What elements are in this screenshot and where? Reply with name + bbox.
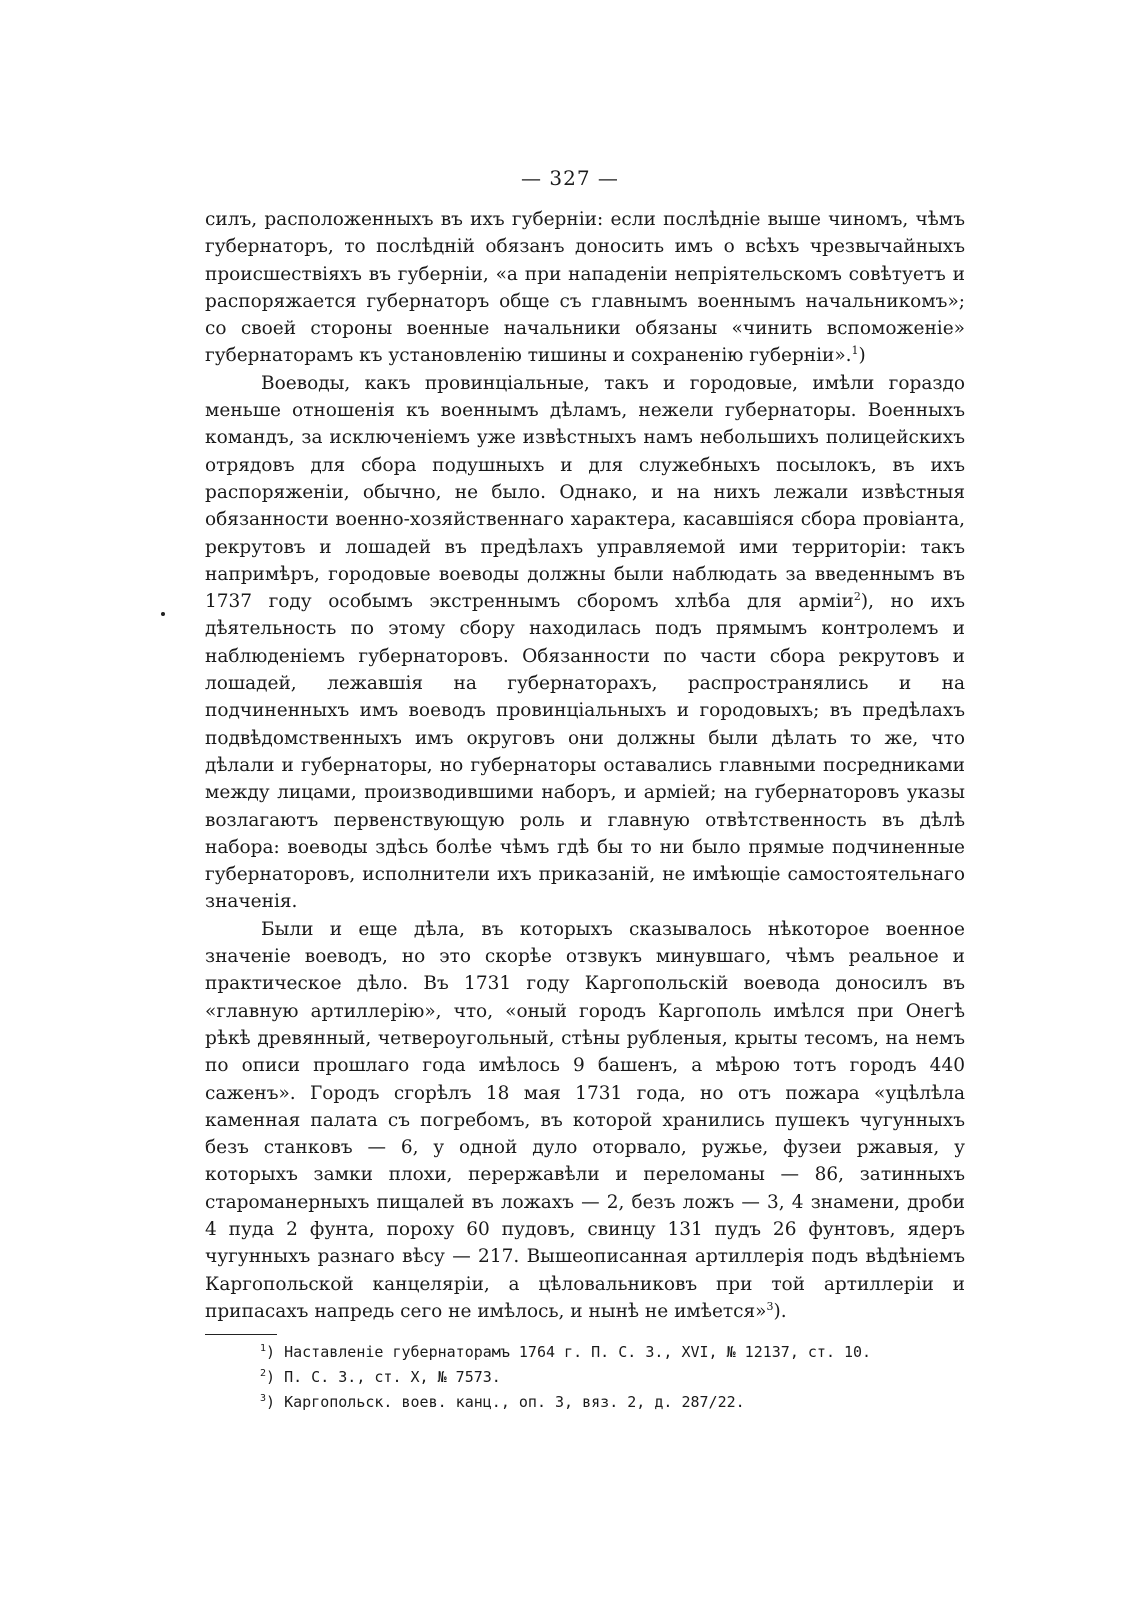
footnote-1-mark: 1 <box>260 1343 267 1354</box>
footnote-3-text: ) Каргопольск. воев. канц., оп. 3, вяз. 2, д. 287/22. <box>266 1393 745 1411</box>
footnote-3 <box>260 1390 960 1415</box>
paragraph-2 <box>205 370 965 916</box>
footnote-ref-1: 1 <box>851 344 859 358</box>
paragraph-3 <box>205 916 965 1325</box>
footnotes <box>260 1340 960 1415</box>
footnote-2 <box>260 1365 960 1390</box>
footnote-1 <box>260 1340 960 1365</box>
body-text <box>205 206 965 1325</box>
footnote-1-text: ) Наставленіе губернаторамъ 1764 г. П. С. З., XVI, № 12137, ст. 10. <box>266 1343 872 1361</box>
paragraph-2-text: Воеводы, какъ провинціальные, такъ и городовые, имѣли гораздо меньше отношенія къ военнымъ дѣламъ, нежели губернаторы. Военныхъ командъ, за исключеніемъ уже извѣстныхъ намъ небольшихъ полицейскихъ отрядовъ для сбора подушныхъ и для служебныхъ посылокъ, въ ихъ распоряженіи, обычно, не было. Однако, и на нихъ лежали извѣстныя обязанности военно-хозяйственнаго характера, касавшіяся сбора провіанта, рекрутовъ и лошадей въ предѣлахъ управляемой ими территоріи: такъ напримѣръ, городовые воеводы должны были наблюдать за введеннымъ въ 1737 году особымъ экстреннымъ сборомъ хлѣба для арміи <box>205 372 965 613</box>
paragraph-3-text-rest: ). <box>773 1300 787 1322</box>
footnote-ref-2: 2 <box>853 590 861 603</box>
paragraph-3-text: Были и еще дѣла, въ которыхъ сказывалось нѣкоторое военное значеніе воеводъ, но это скорѣе отзвукъ минувшаго, чѣмъ реальное и практическое дѣло. Въ 1731 году Каргопольскій воевода доносилъ въ «главную артиллерію», что, «оный городъ Каргополь имѣлся при Онегѣ рѣкѣ древянный, четвероугольный, стѣны рубленыя, крыты тесомъ, на немъ по описи прошлаго года имѣлось 9 башенъ, а мѣрою тотъ городъ 440 саженъ». Городъ сгорѣлъ 18 мая 1731 года, но отъ пожара «уцѣлѣла каменная палата съ погребомъ, въ которой хранились пушекъ чугунныхъ безъ станковъ — 6, у одной дуло оторвало, ружье, фузеи ржавыя, у которыхъ замки плохи, перержавѣли и переломаны — 86, затинныхъ староманерныхъ пищалей въ ложахъ — 2, безъ ложъ — 3, 4 знамени, дроби 4 пуда 2 фунта, пороху 60 пудовъ, свинцу 131 пудъ 26 фунтовъ, ядеръ чугунныхъ разнаго вѣсу — 217. Вышеописанная артиллерія подъ вѣдѣніемъ Каргопольской канцеляріи, а цѣловальниковъ при той артиллеріи и припасахъ напредь сего не имѣлось, и нынѣ не имѣется» <box>205 918 965 1322</box>
margin-dot <box>161 612 165 616</box>
footnote-3-mark: 3 <box>260 1393 267 1404</box>
page-number: — 327 — <box>521 166 619 190</box>
footnote-2-mark: 2 <box>260 1368 267 1379</box>
footnote-2-text: ) П. С. З., ст. X, № 7573. <box>266 1368 501 1386</box>
footnote-separator <box>205 1334 277 1335</box>
paragraph-2-text-rest: ), но ихъ дѣятельность по этому сбору находилась подъ прямымъ контролемъ и наблюденіемъ губернаторовъ. Обязанности по части сбора рекрутовъ и лошадей, лежавшія на губернаторахъ, распространялись и на подчиненныхъ имъ воеводъ провинціальныхъ и городовыхъ; въ предѣлахъ подвѣдомственныхъ имъ округовъ они должны были дѣлать то же, что дѣлали и губернаторы, но губернаторы оставались главными посредниками между лицами, производившими наборъ, и арміей; на губернаторовъ указы возлагаютъ первенствующую роль и главную отвѣтственность въ дѣлѣ набора: воеводы здѣсь болѣе чѣмъ гдѣ бы то ни было прямые подчиненные губернаторовъ, исполнители ихъ приказаній, не имѣющіе самостоятельнаго значенія. <box>205 591 965 913</box>
paragraph-1-text: силъ, расположенныхъ въ ихъ губерніи: если послѣдніе выше чиномъ, чѣмъ губернаторъ, то послѣдній обязанъ доносить имъ о всѣхъ чрезвычайныхъ происшествіяхъ въ губерніи, «а при нападеніи непріятельскомъ совѣтуетъ и распоряжается губернаторъ обще съ главнымъ военнымъ начальникомъ»; со своей стороны военные начальники обязаны «чинить вспоможеніе» губернаторамъ къ установленію тишины и сохраненію губерніи». <box>205 209 965 367</box>
footnote-ref-3: 3 <box>766 1299 774 1313</box>
paragraph-1: силъ, расположенныхъ въ ихъ губерніи: если послѣдніе выше чиномъ, чѣмъ губернаторъ, то послѣдній обязанъ доносить имъ о всѣхъ чрезвычайныхъ происшествіяхъ въ губерніи, «а при нападеніи непріятельскомъ совѣтуетъ и распоряжается губернаторъ обще съ главнымъ военнымъ начальникомъ»; со своей стороны военные начальники обязаны «чинить вспоможеніе» губернаторамъ къ установленію тишины и сохраненію губерніи».$^1$) <box>205 209 965 367</box>
